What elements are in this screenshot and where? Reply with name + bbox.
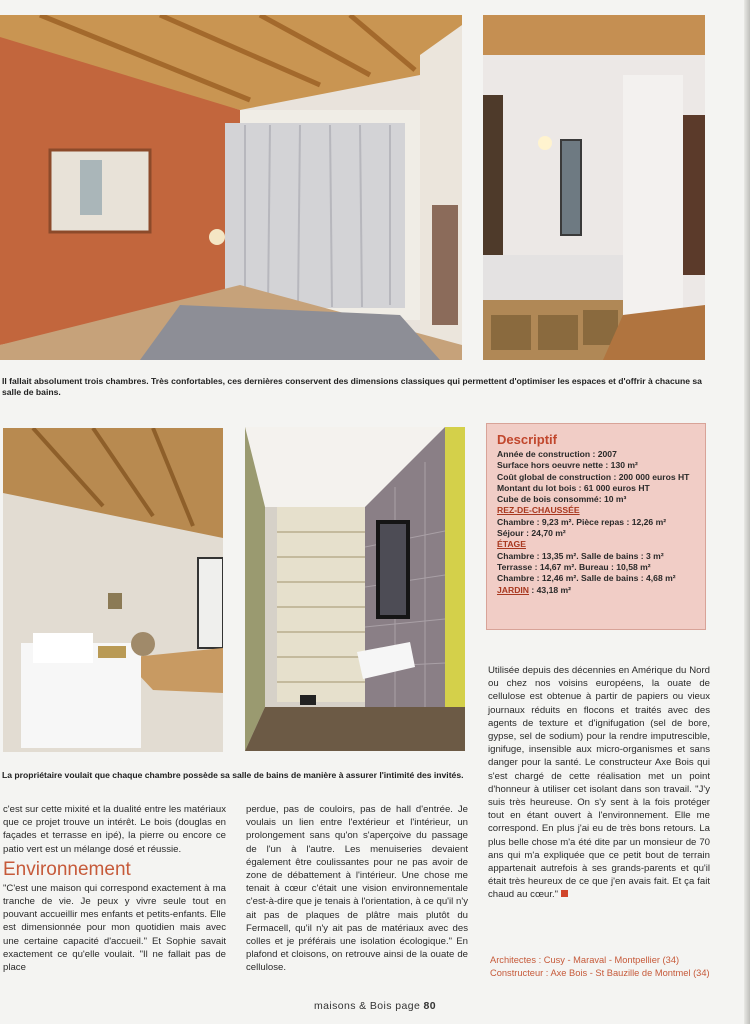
descriptif-line: Terrasse : 14,67 m². Bureau : 10,58 m² xyxy=(497,561,651,572)
footer-brand: maisons & Bois page xyxy=(313,1000,424,1012)
descriptif-line: Année de construction : 2007 xyxy=(497,449,617,459)
jardin-value: : 43,18 m² xyxy=(529,584,572,595)
end-mark xyxy=(561,890,568,897)
photo-bathroom-vanity xyxy=(483,15,705,360)
section-etage: ÉTAGE xyxy=(497,539,526,550)
page-number: 80 xyxy=(423,1000,437,1012)
descriptif-line: Coût global de construction : 200 000 euros HT xyxy=(497,471,690,482)
section-jardin: JARDIN xyxy=(497,584,529,595)
article-column-2 xyxy=(246,803,468,975)
page-edge xyxy=(744,0,750,1024)
credits xyxy=(490,954,710,980)
article-column-3-text: Utilisée depuis des décennies en Amérique du Nord ou chez nos voisins européens, la ouate de cellulose est obtenue à partir de papiers ou vieux journaux réduits en flocons et traités avec des agents de texture et d'ignifugation (sel de bore, gypse, sel de sodium) pour la rendre imputrescible, ignifuge, insensible aux micro-organismes et sans danger pour la santé. Le constructeur Axe Bois qui s'est chargé de cette réalisation met un point d'honneur à utiliser cet isolant dans son travail. "J'y suis très heureuse. On s'y sent à la fois protéger tout en étant ouvert à l'environnement. Elle me correspond. En plus j'ai eu de très bons retours. La plus belle chose m'a été dite par un monsieur de 70 ans qui m'a expliquée que ce petit bout de terrain appartenait autrefois à ses grands-parents et qu'il était très heureux de ce que j'en avais fait. Et ça fait chaud au cœur." xyxy=(488,665,710,901)
descriptif-jardin xyxy=(497,585,695,596)
article-column-1-body: "C'est une maison qui correspond exactement à ma tranche de vie. Je peux y vivre seule tout en pouvant accueillir mes enfants et petits-enfants. Elle est dimensionnée pour mon quotidien mais avec une certaine capacité d'accueil." Et Sophie savait exactement ce qu'elle voulait. "Il ne fallait pas de place xyxy=(3,882,226,974)
page-footer xyxy=(0,1000,750,1012)
photo-bedroom-white-bed xyxy=(3,428,223,752)
article-column-3 xyxy=(488,664,710,902)
section-rez-de-chaussee: REZ-DE-CHAUSSÉE xyxy=(497,505,580,516)
credit-architectes: Architectes : Cusy - Maraval - Montpellier (34) xyxy=(490,955,680,965)
credit-constructeur: Constructeur : Axe Bois - St Bauzille de Montmel (34) xyxy=(490,968,710,978)
descriptif-line: Surface hors oeuvre nette : 130 m² xyxy=(497,460,638,471)
descriptif-line: Chambre : 9,23 m². Pièce repas : 12,26 m² xyxy=(497,516,667,527)
descriptif-line: Séjour : 24,70 m² xyxy=(497,528,566,539)
caption-bottom: La propriétaire voulait que chaque chambre possède sa salle de bains de manière à assurer l'intimité des invités. xyxy=(2,770,464,780)
descriptif-title: Descriptif xyxy=(497,432,557,447)
photo-shower-room xyxy=(245,427,465,751)
caption-top: Il fallait absolument trois chambres. Très confortables, ces dernières conservent des dimensions classiques qui permettent d'optimiser les espaces et d'offrir à chacune sa salle de bains. xyxy=(2,376,702,397)
article-column-2-text: perdue, pas de couloirs, pas de hall d'entrée. Je voulais un lien entre l'extérieur et l'intérieur, un prolongement sans qu'on s'aperçoive du passage de l'un à l'autre. Les menuiseries devaient également être coulissantes pour ne pas avoir de zone de débattement à l'intérieur. Une chose me tenait à cœur c'était une vision environnementale c'est-à-dire que je tenais à l'orientation, à ce qu'il n'y ait pas de plaques de plâtre mais plutôt du Fermacell, qu'il n'y ait pas de matériaux avec des colles et je préférais une isolation écologique." En plafond et cloisons, on retrouve ainsi de la ouate de cellulose. xyxy=(246,804,468,974)
article-column-1-intro: c'est sur cette mixité et la dualité entre les matériaux que ce projet trouve un intérêt. Le bois (douglas en façades et terrasse en ipé), la pierre ou encore ce patio vert est un mélange dosé et réussie. xyxy=(3,804,226,855)
descriptif-line: Cube de bois consommé: 10 m³ xyxy=(497,494,627,505)
descriptif-box xyxy=(486,423,706,630)
section-heading-environnement: Environnement xyxy=(3,858,131,880)
photo-bedroom-orange-wall xyxy=(0,15,462,360)
article-column-1 xyxy=(3,803,226,974)
descriptif-line: Montant du lot bois : 61 000 euros HT xyxy=(497,482,650,493)
descriptif-line: Chambre : 12,46 m². Salle de bains : 4,68 m² xyxy=(497,573,676,584)
descriptif-line: Chambre : 13,35 m². Salle de bains : 3 m² xyxy=(497,550,664,561)
